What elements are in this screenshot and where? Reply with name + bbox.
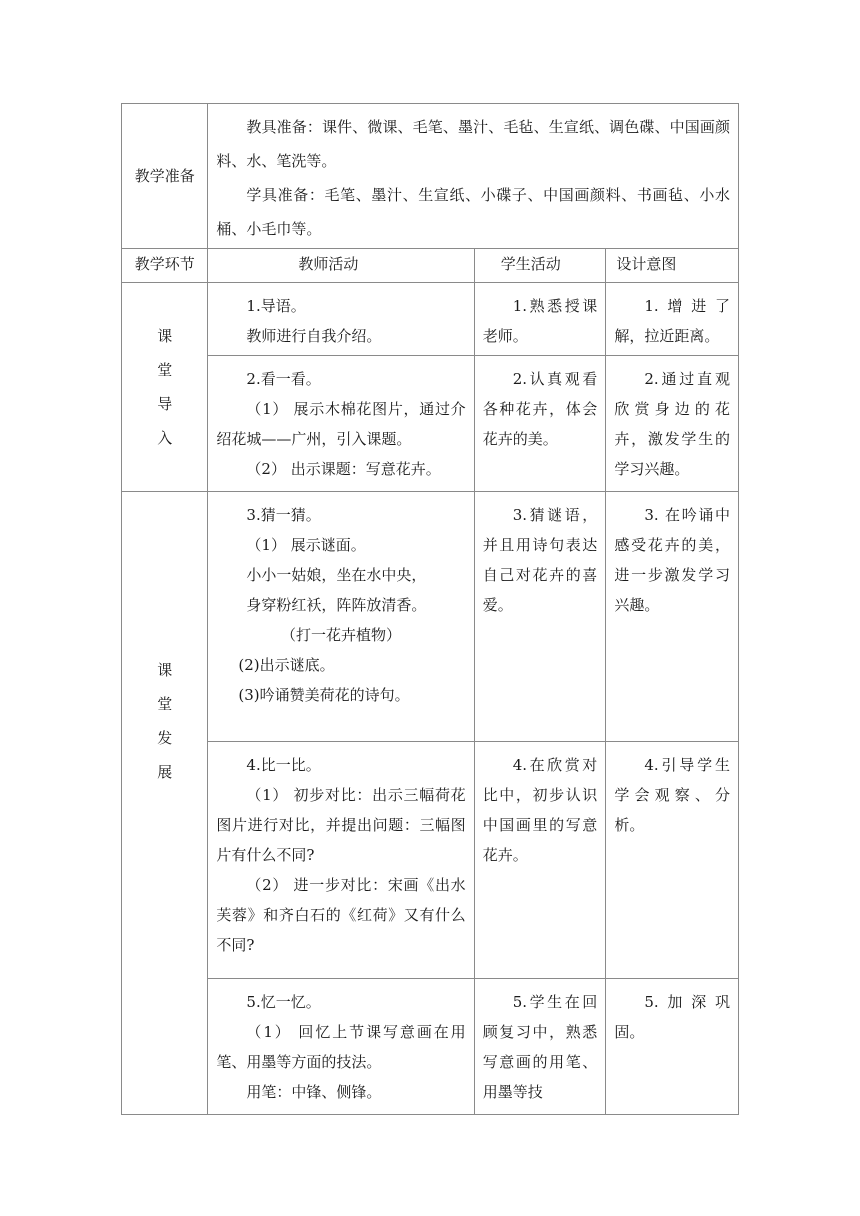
- student-activity-cell: [474, 979, 606, 1115]
- header-teacher: 教师活动: [208, 249, 474, 283]
- stage-develop-cell: [122, 492, 208, 1115]
- prep-label: 教学准备: [122, 104, 208, 249]
- stage-intro-char: 入: [157, 429, 173, 447]
- stage-develop-char: 课: [157, 661, 173, 679]
- teacher-prep-text: 教具准备：课件、微课、毛笔、墨汁、毛毡、生宣纸、调色碟、中国画颜料、水、笔洗等。: [216, 118, 730, 170]
- design-intent-text: 3. 在吟诵中感受花卉的美，进一步激发学习兴趣。: [614, 506, 730, 614]
- teacher-activity-line: 1.导语。: [246, 297, 306, 315]
- lesson-plan-table: [121, 103, 739, 1115]
- teacher-activity-line: （1） 展示木棉花图片，通过介绍花城——广州，引入课题。: [216, 400, 466, 448]
- teacher-activity-line: （2） 进一步对比：宋画《出水芙蓉》和齐白石的《红荷》又有什么不同?: [216, 876, 466, 954]
- teacher-activity-line: 5.忆一忆。: [246, 993, 321, 1011]
- student-activity-text: 3.猜谜语，并且用诗句表达自己对花卉的喜爱。: [482, 506, 598, 614]
- teacher-activity-line: （1） 回忆上节课写意画在用笔、用墨等方面的技法。: [216, 1023, 466, 1071]
- teacher-activity-line: 2.看一看。: [246, 370, 321, 388]
- design-intent-cell: [606, 742, 739, 979]
- student-activity-text: 5.学生在回顾复习中，熟悉写意画的用笔、用墨等技: [482, 993, 598, 1101]
- table-row: [122, 742, 739, 979]
- stage-develop-char: 堂: [157, 695, 173, 713]
- prep-row: [122, 104, 739, 249]
- student-activity-text: 1.熟悉授课老师。: [482, 297, 598, 345]
- design-intent-cell: [606, 979, 739, 1115]
- design-intent-text: 1.增进了解，拉近距离。: [614, 297, 730, 345]
- design-intent-cell: [606, 283, 739, 356]
- teacher-activity-line: （1） 初步对比：出示三幅荷花图片进行对比，并提出问题：三幅图片有什么不同?: [216, 786, 466, 864]
- teacher-activity-cell: [208, 356, 474, 492]
- header-stage: 教学环节: [122, 249, 208, 283]
- student-activity-text: 2.认真观看各种花卉，体会花卉的美。: [482, 370, 598, 448]
- design-intent-cell: [606, 492, 739, 742]
- student-activity-cell: [474, 283, 606, 356]
- header-row: [122, 249, 739, 283]
- teacher-activity-line: 3.猜一猜。: [246, 506, 321, 524]
- teacher-activity-line: 教师进行自我介绍。: [246, 327, 382, 345]
- prep-content: [208, 104, 739, 249]
- table-row: [122, 356, 739, 492]
- stage-develop-char: 发: [157, 729, 173, 747]
- riddle-hint: （打一花卉植物）: [281, 626, 402, 644]
- table-row: [122, 979, 739, 1115]
- header-student: 学生活动: [474, 249, 606, 283]
- header-intent: 设计意图: [606, 249, 739, 283]
- teacher-activity-line: 4.比一比。: [246, 756, 321, 774]
- design-intent-text: 5.加深巩固。: [614, 993, 730, 1041]
- riddle-line: 小小一姑娘，坐在水中央，: [246, 566, 427, 584]
- stage-intro-char: 导: [157, 395, 173, 413]
- table-row: [122, 283, 739, 356]
- student-prep-text: 学具准备：毛笔、墨汁、生宣纸、小碟子、中国画颜料、书画毡、小水桶、小毛巾等。: [216, 186, 730, 238]
- teacher-activity-line: （1） 展示谜面。: [246, 536, 366, 554]
- teacher-activity-line: （2） 出示课题：写意花卉。: [246, 460, 441, 478]
- student-activity-cell: [474, 356, 606, 492]
- teacher-activity-cell: [208, 979, 474, 1115]
- riddle-line: 身穿粉红袄，阵阵放清香。: [246, 596, 427, 614]
- design-intent-text: 2.通过直观欣赏身边的花卉，激发学生的学习兴趣。: [614, 370, 730, 478]
- student-activity-cell: [474, 492, 606, 742]
- table-row: [122, 492, 739, 742]
- teacher-activity-cell: [208, 742, 474, 979]
- teacher-activity-line: (2)出示谜底。: [238, 656, 335, 674]
- design-intent-text: 4.引导学生学会观察、分析。: [614, 756, 730, 834]
- stage-intro-char: 堂: [157, 361, 173, 379]
- teacher-activity-line: 用笔：中锋、侧锋。: [246, 1083, 382, 1101]
- design-intent-cell: [606, 356, 739, 492]
- stage-intro-char: 课: [157, 327, 173, 345]
- student-activity-text: 4.在欣赏对比中，初步认识中国画里的写意花卉。: [482, 756, 598, 864]
- stage-develop-char: 展: [157, 763, 173, 781]
- student-activity-cell: [474, 742, 606, 979]
- stage-intro-cell: [122, 283, 208, 492]
- teacher-activity-cell: [208, 283, 474, 356]
- teacher-activity-cell: [208, 492, 474, 742]
- teacher-activity-line: (3)吟诵赞美荷花的诗句。: [238, 686, 410, 704]
